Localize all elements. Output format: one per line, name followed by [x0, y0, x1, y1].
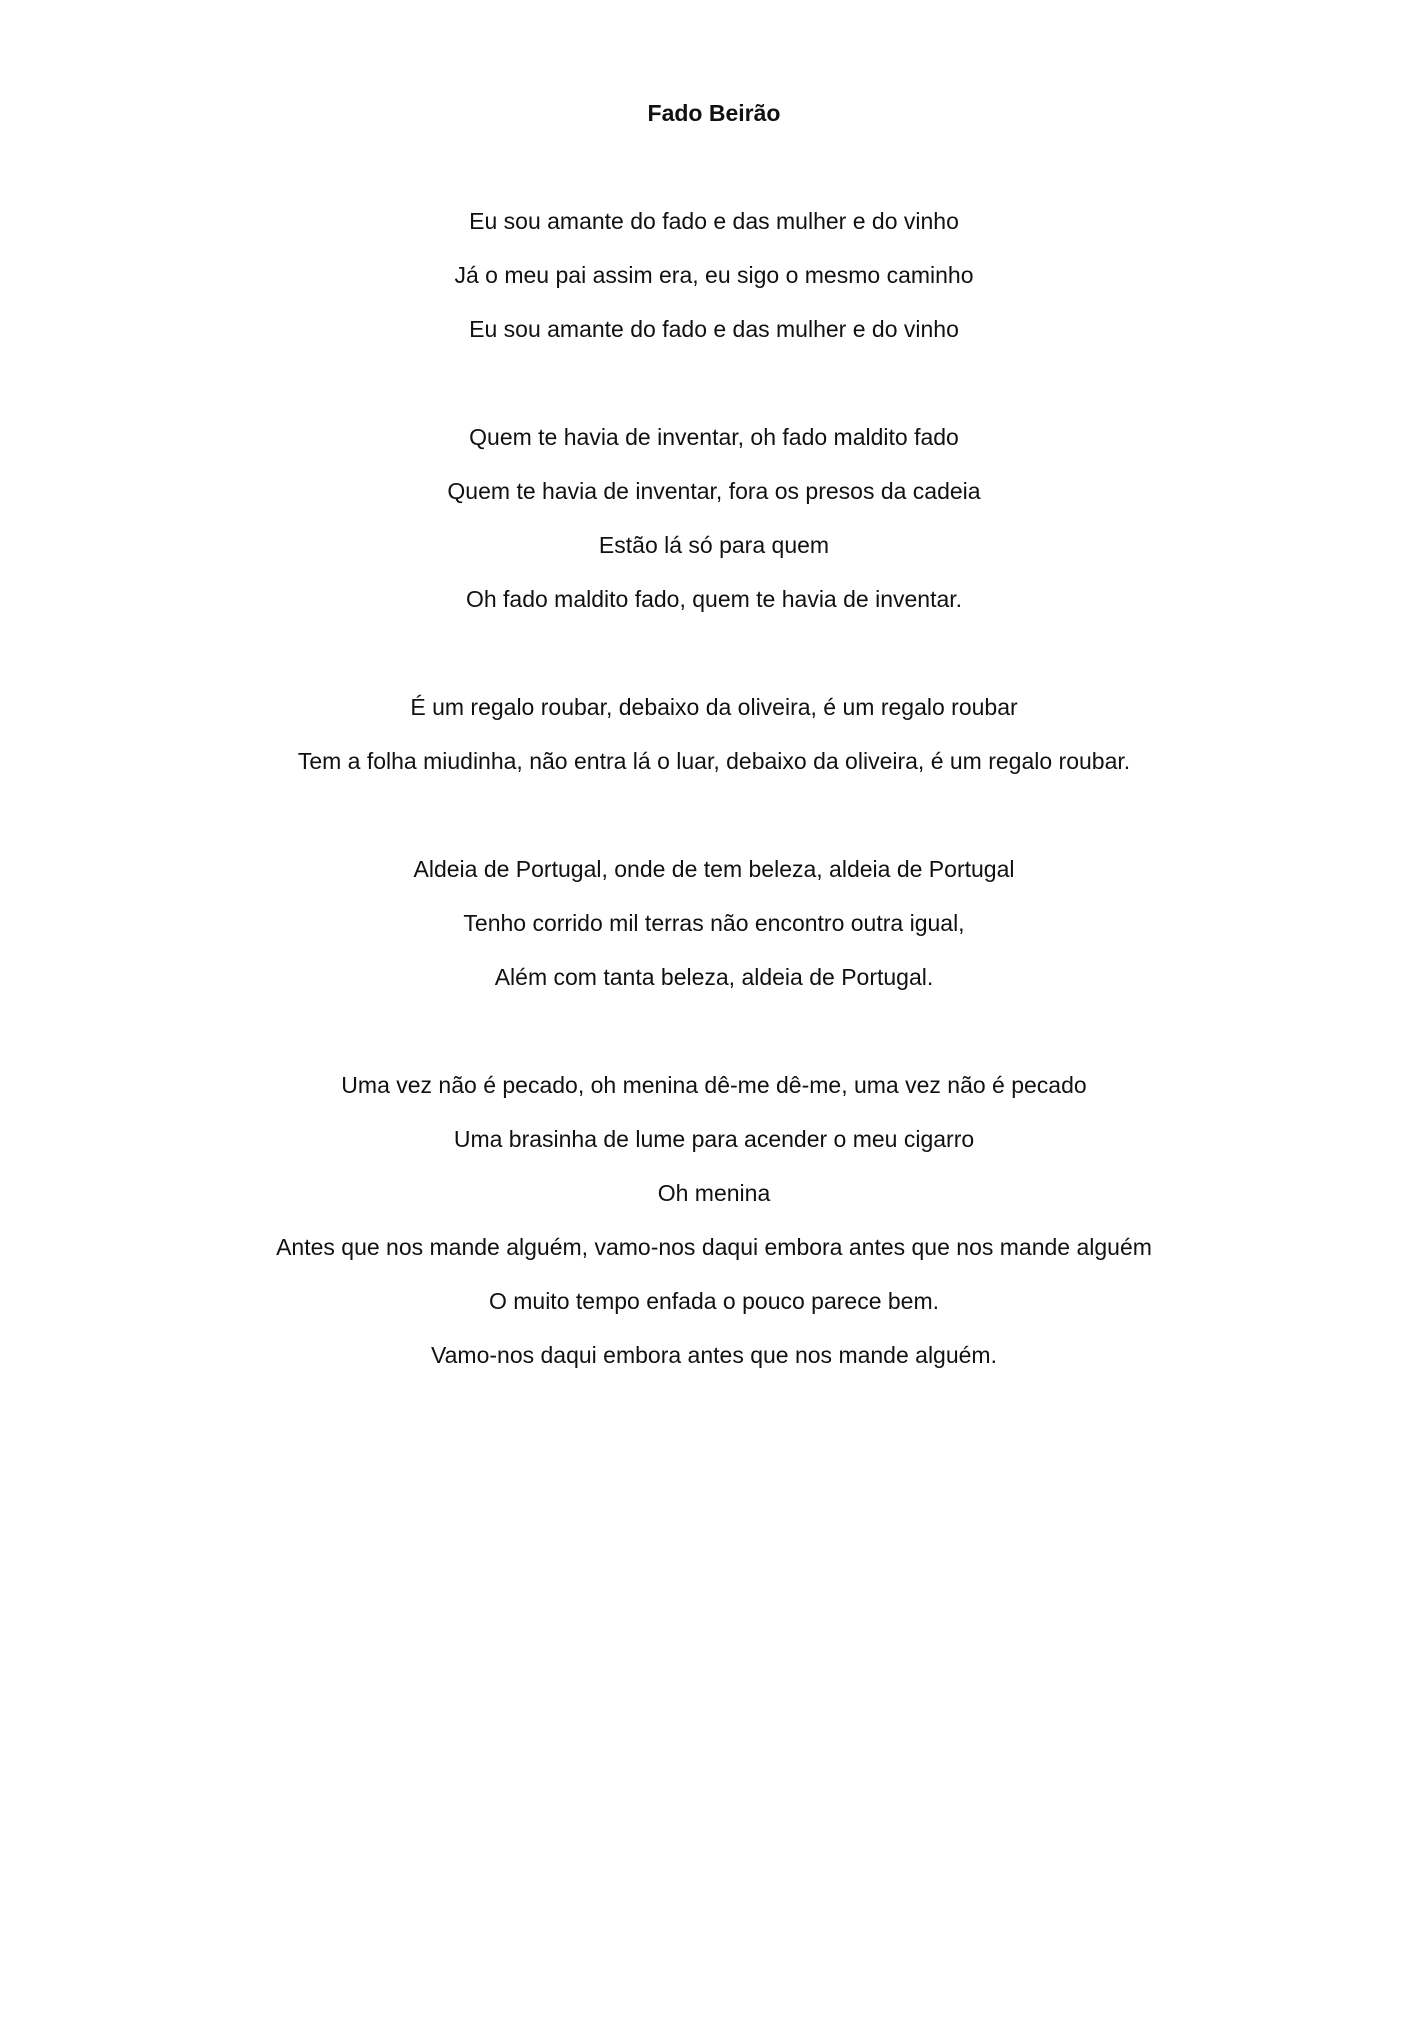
document-title: Fado Beirão	[647, 100, 781, 126]
lyric-line: Tenho corrido mil terras não encontro outra igual,	[463, 910, 965, 936]
stanza-1	[0, 204, 1428, 366]
lyric-line: É um regalo roubar, debaixo da oliveira, é um regalo roubar	[410, 694, 1018, 720]
stanza-2	[0, 420, 1428, 636]
lyric-line: Quem te havia de inventar, fora os presos da cadeia	[447, 478, 981, 504]
stanza-4	[0, 852, 1428, 1014]
lyric-line: Quem te havia de inventar, oh fado maldito fado	[469, 424, 959, 450]
lyric-line: Oh menina	[657, 1180, 771, 1206]
lyric-line: Uma vez não é pecado, oh menina dê-me dê-me, uma vez não é pecado	[341, 1072, 1087, 1098]
lyric-line: Uma brasinha de lume para acender o meu cigarro	[453, 1126, 975, 1152]
lyrics-body	[0, 204, 1428, 1446]
lyric-line: Antes que nos mande alguém, vamo-nos daqui embora antes que nos mande alguém	[276, 1234, 1152, 1260]
lyric-line: Eu sou amante do fado e das mulher e do vinho	[469, 316, 959, 342]
lyric-line: O muito tempo enfada o pouco parece bem.	[488, 1288, 940, 1314]
lyric-line: Eu sou amante do fado e das mulher e do vinho	[469, 208, 959, 234]
lyric-line: Já o meu pai assim era, eu sigo o mesmo caminho	[454, 262, 974, 288]
lyric-line: Estão lá só para quem	[598, 532, 830, 558]
lyric-line: Aldeia de Portugal, onde de tem beleza, aldeia de Portugal	[413, 856, 1015, 882]
lyric-line: Tem a folha miudinha, não entra lá o luar, debaixo da oliveira, é um regalo roubar.	[297, 748, 1131, 774]
lyric-line: Vamo-nos daqui embora antes que nos mande alguém.	[431, 1342, 997, 1368]
stanza-5	[0, 1068, 1428, 1392]
stanza-3	[0, 690, 1428, 798]
lyric-line: Oh fado maldito fado, quem te havia de inventar.	[465, 586, 963, 612]
lyric-line: Além com tanta beleza, aldeia de Portugal.	[494, 964, 934, 990]
